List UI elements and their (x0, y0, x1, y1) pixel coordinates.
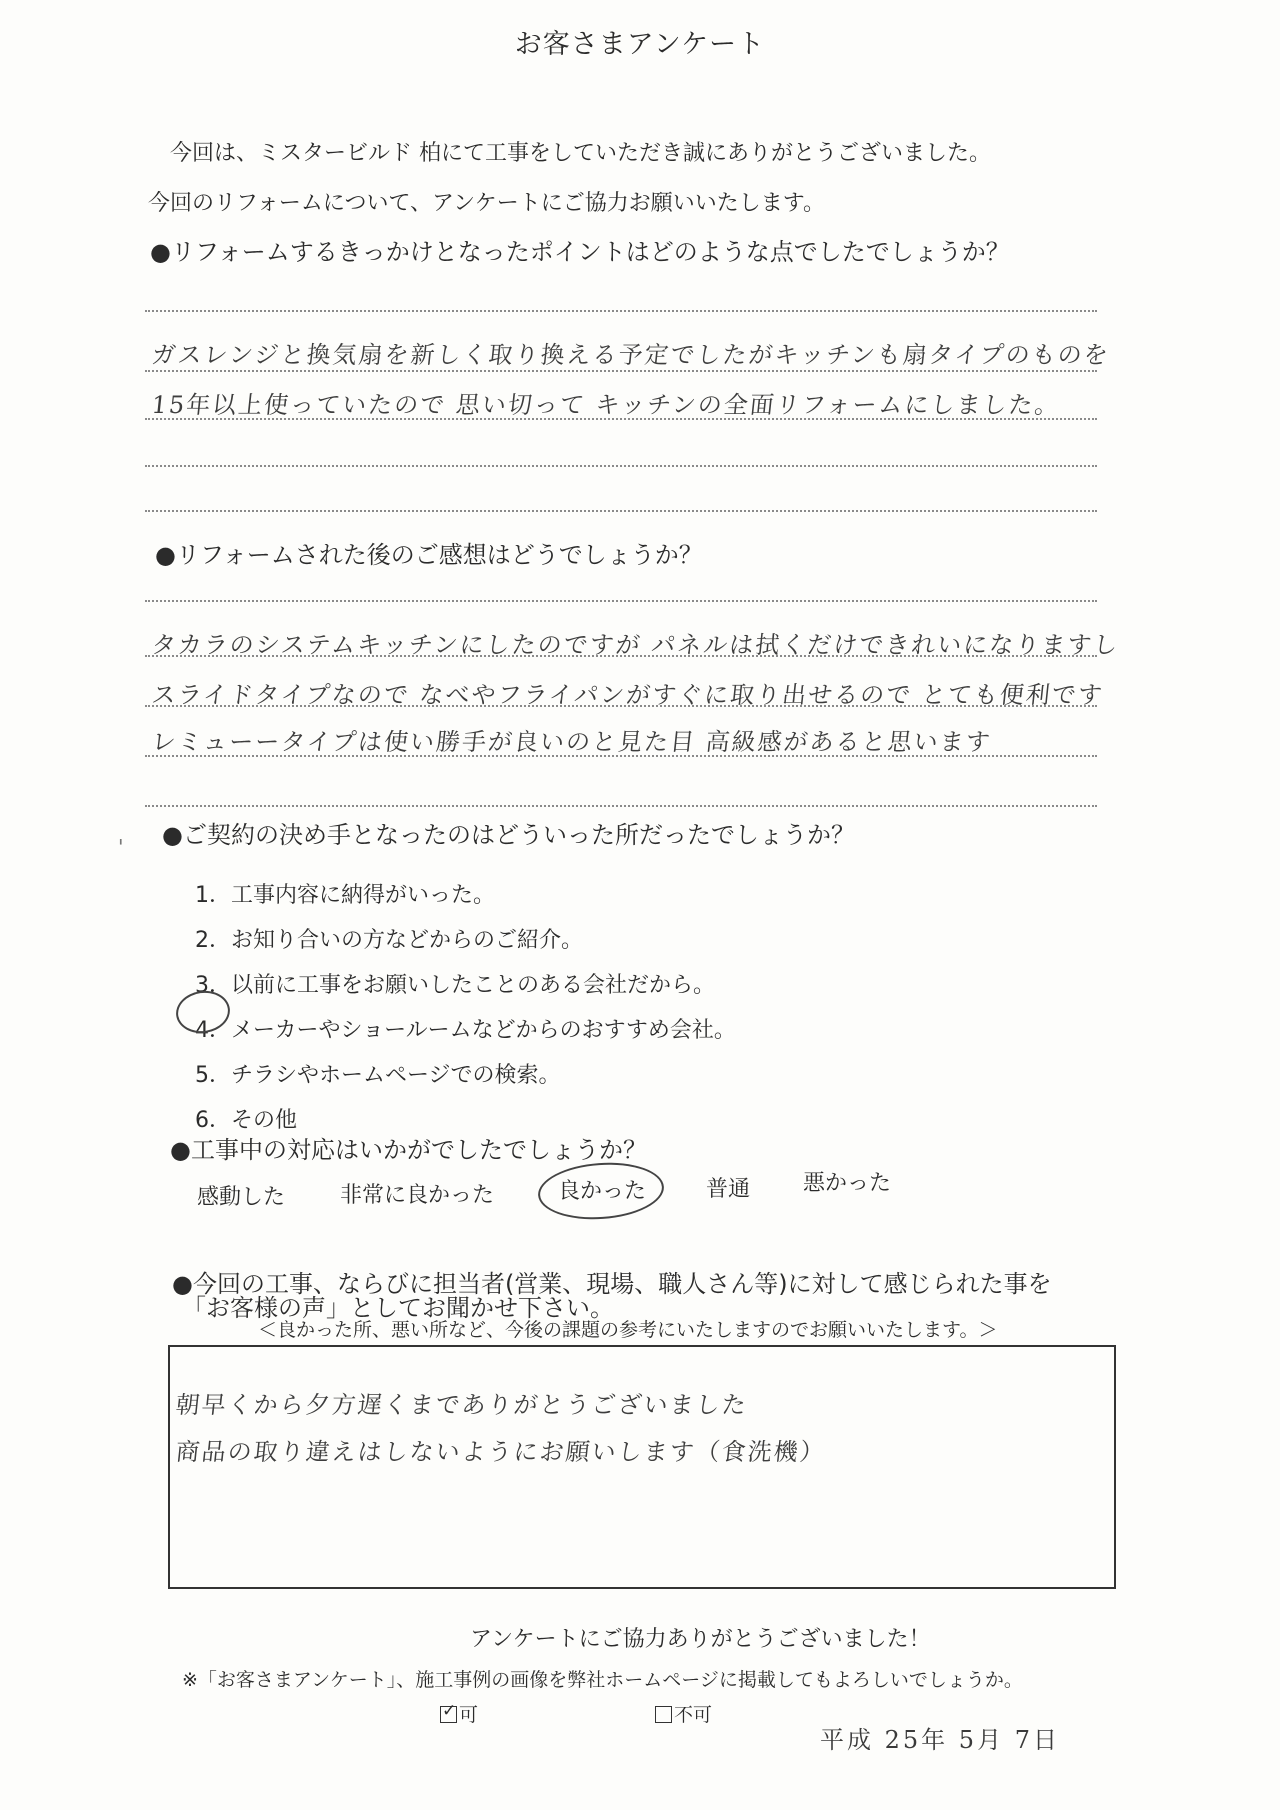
comment-box (168, 1345, 1116, 1589)
option-2: 2．お知り合いの方などからのご紹介。 (195, 928, 583, 953)
option-6: 6．その他 (195, 1108, 297, 1133)
response-option: 感動した (197, 1185, 286, 1210)
question-1: ●リフォームするきっかけとなったポイントはどのような点でしたでしょうか？ (150, 238, 1010, 266)
answer-line (145, 465, 1097, 467)
permission-ng-label: 不可 (674, 1704, 713, 1726)
option-1: 1．工事内容に納得がいった。 (195, 883, 495, 908)
answer-2-line-2: スライドタイプなので なべやフライパンがすぐに取り出せるので とても便利です (150, 681, 1106, 709)
margin-mark: ' (118, 835, 124, 859)
answer-line (145, 310, 1097, 312)
question-2: ●リフォームされた後のご感想はどうでしょうか？ (155, 541, 703, 569)
response-option: 非常に良かった (340, 1183, 495, 1208)
question-5-line-2: 「お客様の声」としてお聞かせ下さい。 (182, 1294, 614, 1322)
question-5-note: ＜良かった所、悪い所など、今後の課題の参考にいたしますのでお願いいたします。＞ (258, 1319, 998, 1341)
answer-line (145, 418, 1097, 420)
response-option: 良かった (558, 1179, 647, 1204)
answer-line (145, 655, 1097, 657)
intro-line-1: 今回は、ミスタービルド 柏にて工事をしていただき誠にありがとうございました。 (170, 141, 991, 166)
response-option: 悪かった (803, 1171, 892, 1196)
comment-line-1: 朝早くから夕方遅くまでありがとうございました (174, 1391, 750, 1419)
answer-2-line-3: レミューータイプは使い勝手が良いのと見た目 高級感があると思います (150, 728, 994, 756)
answer-2-line-1: タカラのシステムキッチンにしたのですが パネルは拭くだけできれいになりますし (150, 631, 1121, 659)
permission-text: ※「お客さまアンケート」、施工事例の画像を弊社ホームページに掲載してもよろしいでしょうか。 (182, 1669, 1023, 1691)
answer-1-line-1: ガスレンジと換気扇を新しく取り換える予定でしたがキッチンも扇タイプのものを (150, 341, 1112, 369)
permission-ok-label: 可 (459, 1704, 479, 1726)
answer-line (145, 755, 1097, 757)
permission-ok (440, 1700, 478, 1727)
permission-ng (655, 1700, 712, 1727)
answer-line (145, 805, 1097, 807)
question-4: ●工事中の対応はいかがでしたでしょうか？ (170, 1136, 647, 1164)
checkbox-empty-icon (655, 1706, 672, 1723)
answer-line (145, 510, 1097, 512)
page-title: お客さまアンケート (514, 29, 766, 60)
option-4: 4．メーカーやショールームなどからのおすすめ会社。 (195, 1018, 736, 1043)
thanks-text: アンケートにご協力ありがとうございました！ (470, 1627, 931, 1652)
answer-1-line-2: 15年以上使っていたので 思い切って キッチンの全面リフォームにしました。 (150, 391, 1063, 419)
answer-line (145, 705, 1097, 707)
intro-line-2: 今回のリフォームについて、アンケートにご協力お願いいたします。 (148, 191, 825, 216)
response-option: 普通 (706, 1177, 751, 1202)
question-3: ●ご契約の決め手となったのはどういった所だったでしょうか？ (162, 821, 855, 849)
option-5: 5．チラシやホームページでの検索。 (195, 1063, 561, 1088)
comment-line-2: 商品の取り違えはしないようにお願いします（食洗機） (174, 1438, 828, 1466)
date: 平成 25年 5月 7日 (820, 1726, 1060, 1754)
option-3: 3．以前に工事をお願いしたことのある会社だから。 (195, 973, 715, 998)
selected-mark (536, 1159, 666, 1224)
question-5-line-1: ●今回の工事、ならびに担当者(営業、現場、職人さん等)に対して感じられた事を (172, 1270, 1052, 1298)
answer-line (145, 370, 1097, 372)
checkbox-checked-icon (440, 1706, 457, 1723)
answer-line (145, 600, 1097, 602)
